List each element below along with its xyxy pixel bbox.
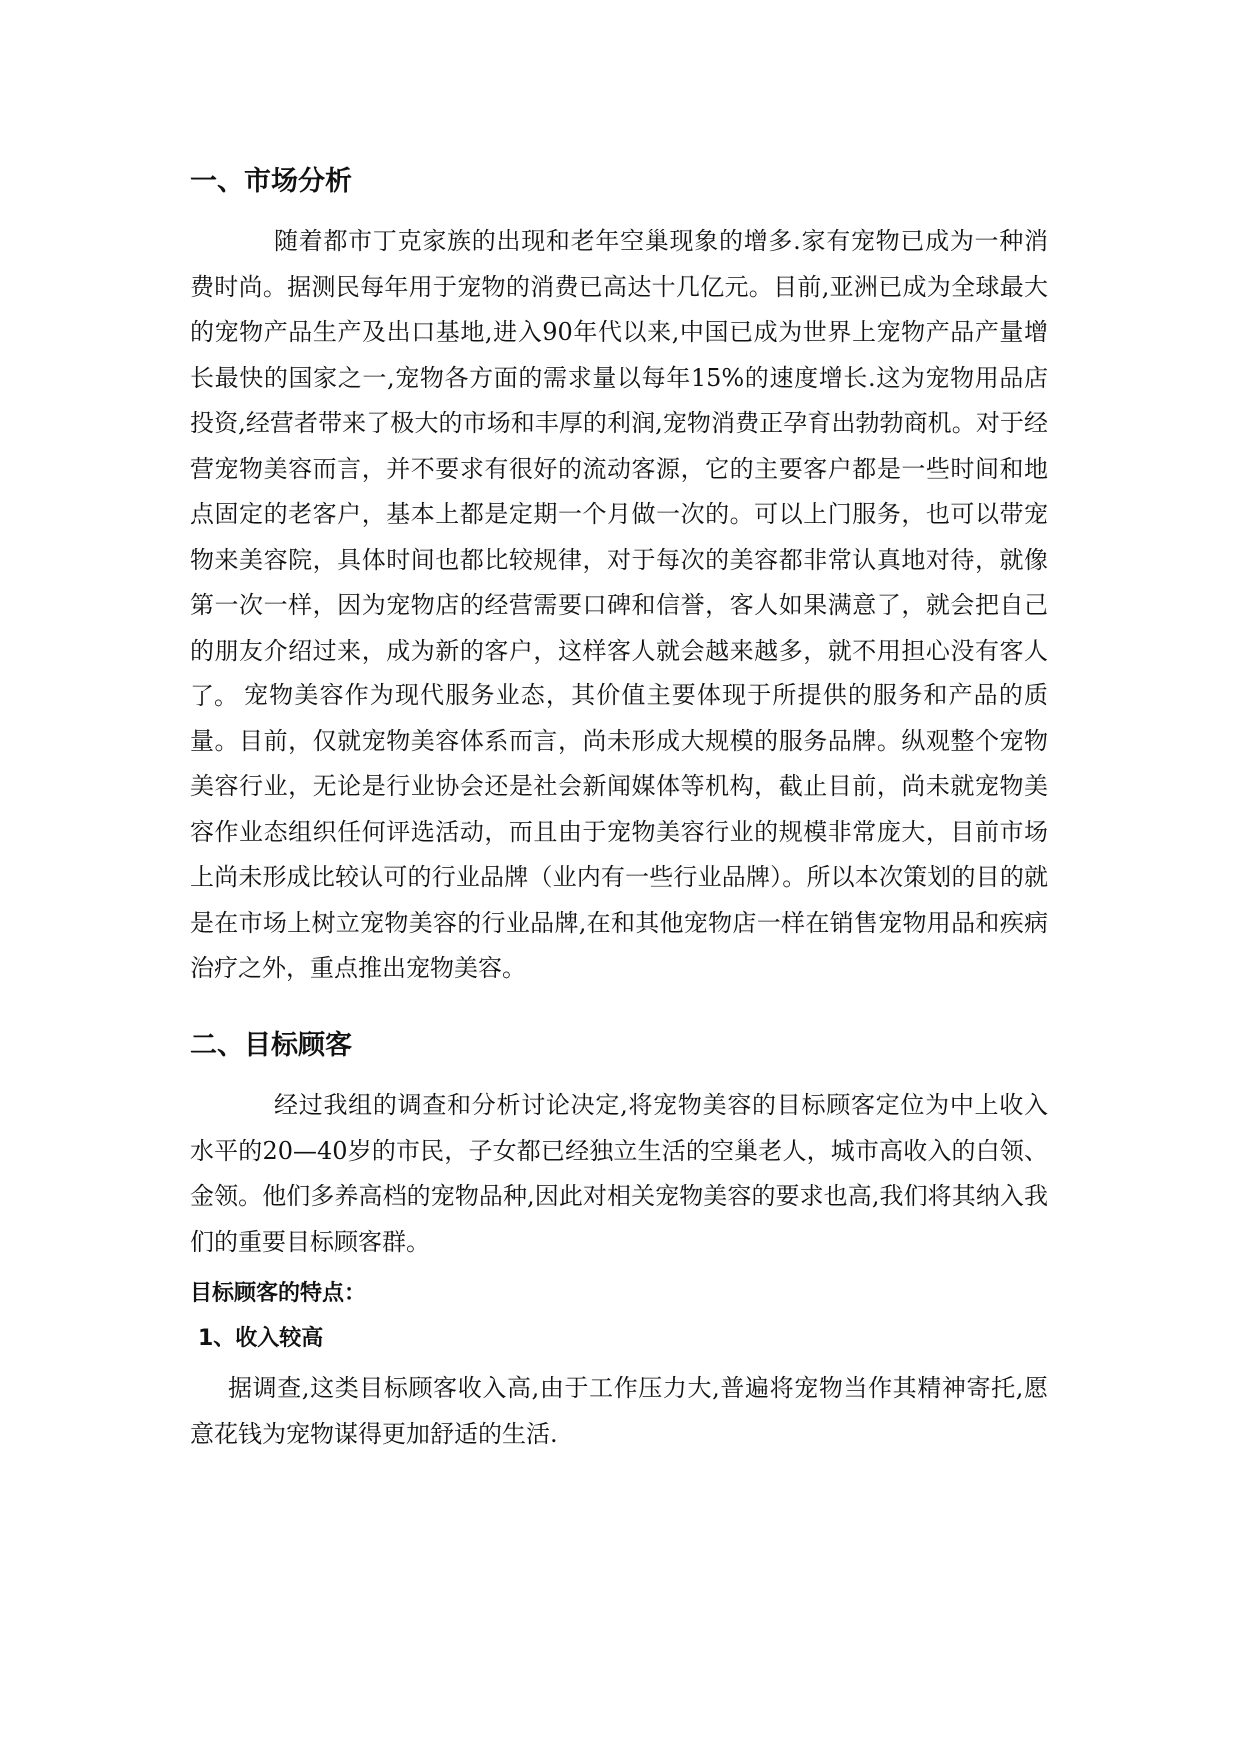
feature-item-1-title: 1、收入较高 <box>198 1326 324 1351</box>
features-title: 目标顾客的特点： <box>190 1281 367 1306</box>
feature-item-1-text: 据调查,这类目标顾客收入高,由于工作压力大,普遍将宠物当作其精神寄托,愿意花钱为宠物谋得更加舒适的生活. <box>190 1374 1048 1448</box>
section-heading-market-analysis: 一、市场分析 <box>190 166 352 197</box>
paragraph-market-analysis-2: 宠物美容作为现代服务业态，其价值主要体现于所提供的服务和产品的质量。目前，仅就宠物美容体系而言，尚未形成大规模的服务品牌。纵观整个宠物美容行业，无论是行业协会还是社会新闻媒体等机构，截止目前，尚未就宠物美容作业态组织任何评选活动，而且由于宠物美容行业的规模非常庞大，目前市场上尚未形成比较认可的行业品牌（业内有一些行业品牌）。所以本次策划的目的就是在市场上树立宠物美容的行业品牌,在和其他宠物店一样在销售宠物用品和疾病治疗之外，重点推出宠物美容。 <box>190 681 1048 982</box>
paragraph-target-customers: 经过我组的调查和分析讨论决定,将宠物美容的目标顾客定位为中上收入水平的20—40岁的市民，子女都已经独立生活的空巢老人，城市高收入的白领、金领。他们多养高档的宠物品种,因此对相关宠物美容的要求也高,我们将其纳入我们的重要目标顾客群。 <box>190 1091 1048 1256</box>
paragraph-market-analysis-1: 随着都市丁克家族的出现和老年空巢现象的增多.家有宠物已成为一种消费时尚。据测民每年用于宠物的消费已高达十几亿元。目前,亚洲已成为全球最大的宠物产品生产及出口基地,进入90年代以来,中国已成为世界上宠物产品产量增长最快的国家之一,宠物各方面的需求量以每年15%的速度增长.这为宠物用品店投资,经营者带来了极大的市场和丰厚的利润,宠物消费正孕育出勃勃商机。对于经营宠物美容而言，并不要求有很好的流动客源，它的主要客户都是一些时间和地点固定的老客户，基本上都是定期一个月做一次的。可以上门服务，也可以带宠物来美容院，具体时间也都比较规律，对于每次的美容都非常认真地对待，就像第一次一样，因为宠物店的经营需要口碑和信誉，客人如果满意了，就会把自己的朋友介绍过来，成为新的客户，这样客人就会越来越多，就不用担心没有客人了。 <box>190 227 1048 710</box>
section-heading-target-customers: 二、目标顾客 <box>190 1030 352 1061</box>
